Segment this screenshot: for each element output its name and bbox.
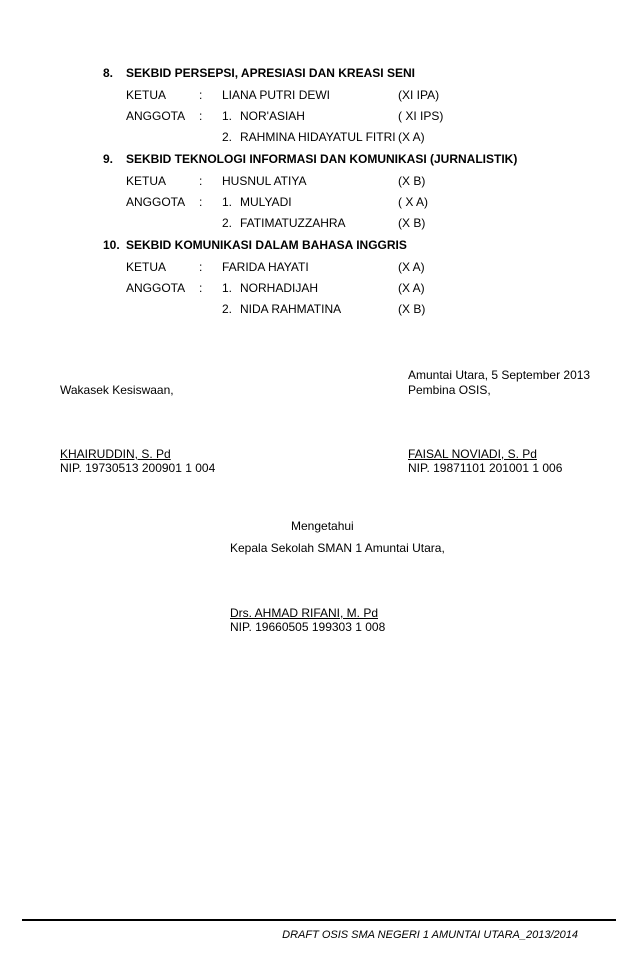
footer-divider <box>22 919 616 921</box>
left-signer-nip: NIP. 19730513 200901 1 004 <box>60 461 216 475</box>
section-title: SEKBID PERSEPSI, APRESIASI DAN KREASI SENI <box>126 66 415 80</box>
member-number: 2. <box>222 216 233 230</box>
member-name: FATIMATUZZAHRA <box>240 216 346 230</box>
ketua-name: LIANA PUTRI DEWI <box>222 88 331 102</box>
ketua-class: (X B) <box>398 174 426 188</box>
right-signer-title: Pembina OSIS, <box>408 383 491 397</box>
left-signer-title: Wakasek Kesiswaan, <box>60 383 174 397</box>
member-class: (X A) <box>398 130 425 144</box>
ketua-name: FARIDA HAYATI <box>222 260 309 274</box>
colon: : <box>199 195 203 209</box>
member-class: (X B) <box>398 216 426 230</box>
section-number: 8. <box>103 66 114 80</box>
mengetahui-label: Mengetahui <box>291 519 354 533</box>
left-signer-name: KHAIRUDDIN, S. Pd <box>60 447 171 461</box>
ketua-class: (X A) <box>398 260 425 274</box>
member-class: (X B) <box>398 302 426 316</box>
member-class: ( X A) <box>398 195 429 209</box>
section-title: SEKBID KOMUNIKASI DALAM BAHASA INGGRIS <box>126 238 407 252</box>
member-name: RAHMINA HIDAYATUL FITRI <box>240 130 396 144</box>
ketua-label: KETUA <box>126 260 167 274</box>
colon: : <box>199 260 203 274</box>
ketua-label: KETUA <box>126 88 167 102</box>
member-name: MULYADI <box>240 195 292 209</box>
member-number: 2. <box>222 130 233 144</box>
member-class: (X A) <box>398 281 425 295</box>
member-class: ( XI IPS) <box>398 109 444 123</box>
member-name: NORHADIJAH <box>240 281 319 295</box>
member-number: 1. <box>222 195 233 209</box>
place-date: Amuntai Utara, 5 September 2013 <box>408 368 591 382</box>
right-signer-nip: NIP. 19871101 201001 1 006 <box>408 461 563 475</box>
colon: : <box>199 88 203 102</box>
colon: : <box>199 109 203 123</box>
center-signer-name: Drs. AHMAD RIFANI, M. Pd <box>230 606 379 620</box>
anggota-label: ANGGOTA <box>126 109 186 123</box>
section-title: SEKBID TEKNOLOGI INFORMASI DAN KOMUNIKASI (JURNALISTIK) <box>126 152 518 166</box>
member-number: 1. <box>222 109 233 123</box>
footer-text: DRAFT OSIS SMA NEGERI 1 AMUNTAI UTARA_2013/2014 <box>282 929 578 941</box>
member-number: 1. <box>222 281 233 295</box>
ketua-class: (XI IPA) <box>398 88 440 102</box>
colon: : <box>199 174 203 188</box>
anggota-label: ANGGOTA <box>126 281 186 295</box>
section-number: 10. <box>103 238 120 252</box>
anggota-label: ANGGOTA <box>126 195 186 209</box>
center-signer-nip: NIP. 19660505 199303 1 008 <box>230 620 386 634</box>
member-name: NOR'ASIAH <box>240 109 305 123</box>
member-name: NIDA RAHMATINA <box>240 302 342 316</box>
right-signer-name: FAISAL NOVIADI, S. Pd <box>408 447 537 461</box>
center-signer-title: Kepala Sekolah SMAN 1 Amuntai Utara, <box>230 541 445 555</box>
member-number: 2. <box>222 302 233 316</box>
colon: : <box>199 281 203 295</box>
ketua-name: HUSNUL ATIYA <box>222 174 307 188</box>
section-number: 9. <box>103 152 114 166</box>
ketua-label: KETUA <box>126 174 167 188</box>
